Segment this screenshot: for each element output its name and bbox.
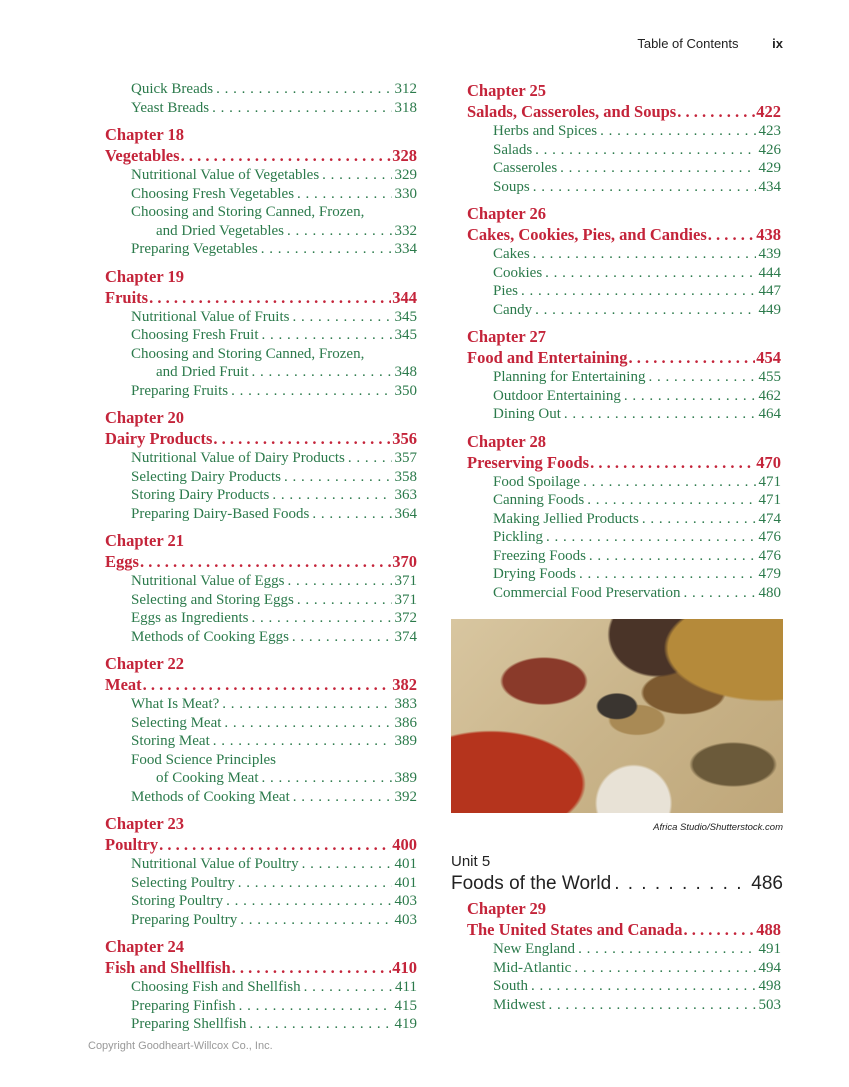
toc-entry[interactable]: Food Science Principles [131, 751, 276, 768]
toc-entry[interactable]: Yeast Breads . . . 318 [105, 99, 417, 118]
toc-entry[interactable]: What Is Meat? . . . 383 [105, 695, 417, 714]
toc-entry[interactable]: Storing Poultry . . . 403 [105, 892, 417, 911]
toc-entry[interactable]: Planning for Entertaining . . . 455 [467, 368, 781, 387]
toc-entry[interactable]: Commercial Food Preservation . . . 480 [467, 584, 781, 603]
chapter-label: Chapter 19 [105, 266, 184, 286]
toc-entry[interactable]: Methods of Cooking Meat . . . 392 [105, 788, 417, 807]
unit-title[interactable]: Foods of the World . . . 486 [451, 872, 783, 896]
toc-entry[interactable]: Canning Foods . . . 471 [467, 491, 781, 510]
toc-entry[interactable]: Candy . . . 449 [467, 301, 781, 320]
toc-right-column [467, 80, 781, 602]
toc-entry[interactable]: Selecting Meat . . . 386 [105, 714, 417, 733]
photo-credit: Africa Studio/Shutterstock.com [653, 822, 783, 833]
toc-entry[interactable]: Nutritional Value of Dairy Products . . . 357 [105, 449, 417, 468]
chapter-title[interactable]: The United States and Canada . . . 488 [467, 919, 781, 940]
chapter-label: Chapter 23 [105, 814, 184, 833]
toc-entry[interactable]: Preparing Dairy-Based Foods . . . 364 [105, 505, 417, 524]
chapter-title[interactable]: Vegetables . . . 328 [105, 145, 417, 166]
toc-entry-continued[interactable]: and Dried Vegetables . . . 332 [105, 222, 417, 241]
toc-entry[interactable]: Drying Foods . . . 479 [467, 565, 781, 584]
unit-label: Unit 5 [451, 853, 491, 870]
chapter-label: Chapter 21 [105, 531, 184, 550]
toc-entry[interactable]: Cakes . . . 439 [467, 245, 781, 264]
page-header [637, 36, 783, 51]
toc-entry[interactable]: Choosing and Storing Canned, Frozen, [131, 204, 365, 220]
toc-entry[interactable]: Choosing Fresh Fruit . . . 345 [105, 326, 417, 345]
chapter-label: Chapter 18 [105, 125, 184, 144]
toc-entry[interactable]: Preparing Vegetables . . . 334 [105, 240, 417, 259]
toc-entry-continued[interactable]: of Cooking Meat . . . 389 [105, 769, 417, 788]
chapter-title[interactable]: Food and Entertaining . . . 454 [467, 347, 781, 368]
copyright-footer: Copyright Goodheart-Willcox Co., Inc. [88, 1040, 273, 1052]
toc-entry[interactable]: Preparing Finfish . . . 415 [105, 997, 417, 1016]
toc-entry[interactable]: Preparing Fruits . . . 350 [105, 382, 417, 401]
toc-entry[interactable]: Outdoor Entertaining . . . 462 [467, 387, 781, 406]
unit-heading [451, 852, 783, 896]
toc-entry[interactable]: Storing Dairy Products . . . 363 [105, 486, 417, 505]
chapter-label: Chapter 26 [467, 204, 546, 223]
chapter-title[interactable]: Cakes, Cookies, Pies, and Candies . . . 438 [467, 224, 781, 245]
toc-entry[interactable]: Soups . . . 434 [467, 178, 781, 197]
toc-entry[interactable]: Nutritional Value of Vegetables . . . 329 [105, 166, 417, 185]
toc-entry[interactable]: Pickling . . . 476 [467, 528, 781, 547]
chapter-label: Chapter 25 [467, 81, 546, 100]
toc-entry[interactable]: Mid-Atlantic . . . 494 [467, 959, 781, 978]
toc-entry[interactable]: Nutritional Value of Poultry . . . 401 [105, 855, 417, 874]
chapter-title[interactable]: Meat . . . 382 [105, 674, 417, 695]
toc-left-column [105, 80, 417, 1034]
chapter-label: Chapter 28 [467, 431, 546, 451]
toc-entry[interactable]: Cookies . . . 444 [467, 264, 781, 283]
toc-entry[interactable]: Choosing Fresh Vegetables . . . 330 [105, 185, 417, 204]
toc-entry[interactable]: Food Spoilage . . . 471 [467, 473, 781, 492]
toc-entry[interactable]: Selecting Dairy Products . . . 358 [105, 468, 417, 487]
toc-entry[interactable]: Methods of Cooking Eggs . . . 374 [105, 628, 417, 647]
toc-entry-continued[interactable]: and Dried Fruit . . . 348 [105, 363, 417, 382]
chapter-title[interactable]: Dairy Products . . . 356 [105, 428, 417, 449]
toc-entry[interactable]: Preparing Shellfish . . . 419 [105, 1015, 417, 1034]
chapter-label: Chapter 27 [467, 327, 546, 346]
toc-entry[interactable]: New England . . . 491 [467, 940, 781, 959]
toc-entry[interactable]: Salads . . . 426 [467, 141, 781, 160]
toc-entry[interactable]: Selecting Poultry . . . 401 [105, 874, 417, 893]
toc-entry[interactable]: Choosing and Storing Canned, Frozen, [131, 345, 365, 362]
toc-entry[interactable]: Preparing Poultry . . . 403 [105, 911, 417, 930]
chapter-title[interactable]: Salads, Casseroles, and Soups . . . 422 [467, 101, 781, 122]
chapter-title[interactable]: Fish and Shellfish . . . 410 [105, 957, 417, 978]
chapter-title[interactable]: Eggs . . . 370 [105, 551, 417, 572]
toc-entry[interactable]: Herbs and Spices . . . 423 [467, 122, 781, 141]
page-number: ix [772, 36, 783, 51]
toc-entry[interactable]: Pies . . . 447 [467, 282, 781, 301]
toc-entry[interactable]: Making Jellied Products . . . 474 [467, 510, 781, 529]
section-title: Table of Contents [637, 36, 739, 51]
toc-entry[interactable]: Dining Out . . . 464 [467, 405, 781, 424]
toc-entry[interactable]: Nutritional Value of Fruits . . . 345 [105, 308, 417, 327]
chapter-label: Chapter 29 [467, 899, 546, 918]
chapter-title[interactable]: Fruits . . . 344 [105, 287, 417, 308]
toc-entry[interactable]: Freezing Foods . . . 476 [467, 547, 781, 566]
toc-unit5-column [467, 898, 781, 1014]
chapter-title[interactable]: Preserving Foods . . . 470 [467, 452, 781, 473]
toc-entry[interactable]: Selecting and Storing Eggs . . . 371 [105, 591, 417, 610]
chapter-label: Chapter 22 [105, 654, 184, 673]
chapter-title[interactable]: Poultry . . . 400 [105, 834, 417, 855]
toc-entry[interactable]: Quick Breads . . . 312 [105, 80, 417, 99]
chapter-label: Chapter 24 [105, 937, 184, 956]
toc-entry[interactable]: Storing Meat . . . 389 [105, 732, 417, 751]
toc-entry[interactable]: South . . . 498 [467, 977, 781, 996]
chapter-label: Chapter 20 [105, 408, 184, 427]
toc-entry[interactable]: Midwest . . . 503 [467, 996, 781, 1015]
toc-entry[interactable]: Casseroles . . . 429 [467, 159, 781, 178]
spice-world-map-photo [451, 619, 783, 813]
toc-entry[interactable]: Nutritional Value of Eggs . . . 371 [105, 572, 417, 591]
toc-entry[interactable]: Choosing Fish and Shellfish . . . 411 [105, 978, 417, 997]
toc-entry[interactable]: Eggs as Ingredients . . . 372 [105, 609, 417, 628]
